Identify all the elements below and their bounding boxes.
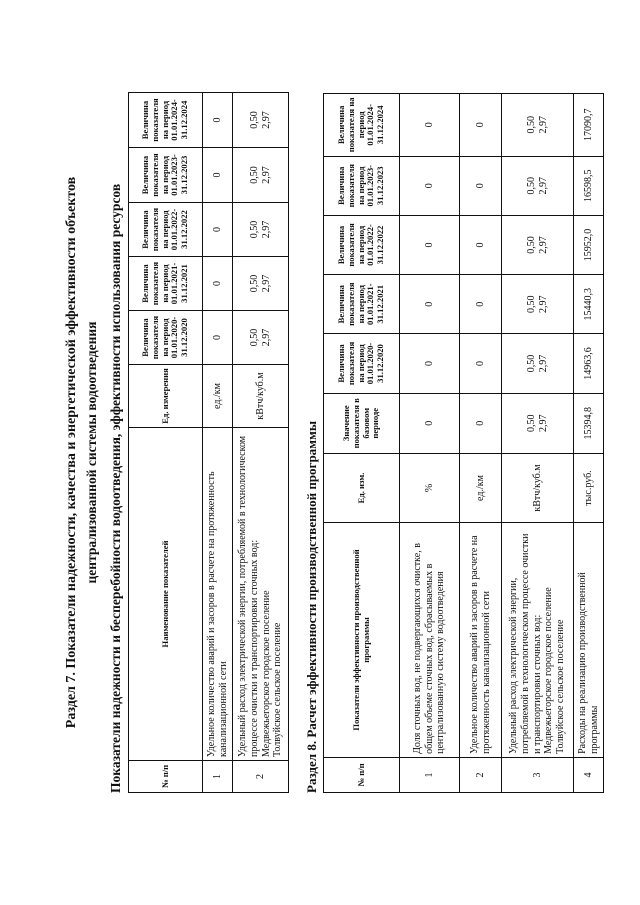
header-period-2022: Величина показателя на период 01.01.2022-31.12.2022 [129, 203, 203, 257]
cell-num: 2 [233, 761, 289, 793]
cell-value: 16598,5 [574, 156, 604, 215]
value-b: 2,97 [537, 414, 549, 433]
cell-base: 15394,8 [574, 393, 604, 453]
table-row [502, 94, 574, 793]
header-name: Показатели эффективности производственной программы [324, 523, 400, 758]
name-sub-tolvuya: Толвуйское сельское поселение [555, 619, 567, 754]
value-b: 2,97 [537, 116, 549, 134]
name-main: Удельный расход электрической энергии, потребляемой в технологическом процессе очистки и транспортировки сточных вод: [236, 435, 260, 757]
header-unit: Ед. измерения [129, 365, 203, 428]
table1-heading: Показатели надежности и бесперебойности водоотведения, эффективности использования ресурсов [108, 183, 123, 793]
header-period-2020: Величина показателя на период 01.01.2020-31.12.2020 [324, 334, 400, 393]
reliability-table [128, 92, 289, 793]
cell-value: 0 [400, 275, 460, 334]
cell-value [233, 148, 289, 203]
value-b: 2,97 [260, 166, 272, 184]
value-b: 2,97 [260, 328, 272, 347]
table-row [574, 94, 604, 793]
table-row [460, 94, 502, 793]
cell-name: Расходы на реализацию производственной программы [574, 523, 604, 758]
name-main: Удельный расход электрической энергии, потребляемой в технологическом процессе очистки и транспортировки сточных вод: [508, 533, 543, 754]
cell-value [233, 203, 289, 257]
cell-value: 0 [460, 156, 502, 215]
value-a: 0,50 [248, 274, 260, 293]
cell-value [502, 275, 574, 334]
cell-num: 4 [574, 757, 604, 792]
header-period-2024: Величина показателя на период 01.01.2024-31.12.2024 [129, 93, 203, 148]
value-b: 2,97 [537, 236, 549, 254]
cell-value [502, 156, 574, 215]
cell-num: 1 [400, 757, 460, 792]
header-period-2020: Величина показателя на период 01.01.2020-31.12.2020 [129, 311, 203, 365]
header-name: Наименование показателей [129, 428, 203, 761]
cell-name: Удельное количество аварий и засоров в расчете на протяженность канализационной сети [203, 428, 233, 761]
cell-value [502, 215, 574, 274]
value-b: 2,97 [537, 354, 549, 373]
value-b: 2,97 [537, 295, 549, 313]
table-header-row [129, 93, 203, 793]
cell-base: 0 [460, 393, 502, 453]
cell-value: 0 [460, 215, 502, 274]
value-a: 0,50 [525, 414, 537, 433]
cell-num: 2 [460, 757, 502, 792]
name-sub-medvezhyegorsk: Медвежьегорское городское поселение [260, 590, 272, 757]
cell-value: 0 [400, 215, 460, 274]
cell-name: Удельное количество аварий и засоров в расчете на протяженность канализационной сети [460, 523, 502, 758]
value-a: 0,50 [248, 166, 260, 184]
cell-value: 15440,3 [574, 275, 604, 334]
table-row [400, 94, 460, 793]
value-b: 2,97 [537, 176, 549, 195]
header-period-2024: Величина показателя на период 01.01.2024-31.12.2024 [324, 94, 400, 157]
cell-value: 15952,0 [574, 215, 604, 274]
cell-unit: ед./км [460, 453, 502, 522]
cell-value: 0 [203, 311, 233, 365]
header-period-2023: Величина показателя на период 01.01.2023-31.12.2023 [324, 156, 400, 215]
cell-name [502, 523, 574, 758]
cell-name [233, 428, 289, 761]
section8-title: Раздел 8. Расчет эффективности производственной программы [304, 420, 319, 793]
header-period-2021: Величина показателя на период 01.01.2021-31.12.2021 [129, 257, 203, 311]
cell-value: 0 [400, 334, 460, 393]
cell-value: 17090,7 [574, 94, 604, 157]
value-b: 2,97 [260, 274, 272, 293]
cell-value: 0 [203, 203, 233, 257]
section7-title: Раздел 7. Показатели надежности, качества и энергетической эффективности объектов [64, 176, 79, 729]
value-a: 0,50 [248, 328, 260, 347]
header-num: № п/п [129, 761, 203, 793]
cell-value [233, 93, 289, 148]
value-b: 2,97 [260, 111, 272, 129]
value-a: 0,50 [525, 354, 537, 373]
cell-value: 0 [460, 94, 502, 157]
cell-value [502, 334, 574, 393]
value-a: 0,50 [248, 220, 260, 239]
cell-value [502, 94, 574, 157]
cell-value: 0 [460, 334, 502, 393]
name-sub-medvezhyegorsk: Медвежьегорское городское поселение [543, 587, 555, 754]
cell-unit: % [400, 453, 460, 522]
name-sub-tolvuya: Толвуйское сельское поселение [272, 622, 284, 757]
value-a: 0,50 [525, 116, 537, 134]
cell-unit: кВтч/куб.м [502, 453, 574, 522]
header-period-2021: Величина показателя на период 01.01.2021-31.12.2021 [324, 275, 400, 334]
cell-value: 0 [400, 156, 460, 215]
value-a: 0,50 [525, 176, 537, 195]
header-unit: Ед. изм. [324, 453, 400, 522]
cell-base: 0 [400, 393, 460, 453]
cell-value: 0 [203, 93, 233, 148]
cell-value: 0 [400, 94, 460, 157]
value-a: 0,50 [525, 295, 537, 313]
header-base: Значение показателя в базовом периоде [324, 393, 400, 453]
cell-base [502, 393, 574, 453]
efficiency-table [323, 93, 604, 793]
cell-name: Доля сточных вод, не подвергающихся очистке, в общем объеме сточных вод, сбрасываемых в централизованную систему водоотведения [400, 523, 460, 758]
table-header-row [324, 94, 400, 793]
cell-num: 1 [203, 761, 233, 793]
cell-value: 0 [460, 275, 502, 334]
cell-value: 0 [203, 257, 233, 311]
value-a: 0,50 [525, 236, 537, 254]
cell-value [233, 257, 289, 311]
cell-unit: тыс.руб. [574, 453, 604, 522]
table-row [203, 93, 233, 793]
value-b: 2,97 [260, 220, 272, 239]
cell-unit: ед./км [203, 365, 233, 428]
header-num: № п/п [324, 757, 400, 792]
table-row [233, 93, 289, 793]
cell-num: 3 [502, 757, 574, 792]
cell-value [233, 311, 289, 365]
value-a: 0,50 [248, 111, 260, 129]
header-period-2023: Величина показателя на период 01.01.2023-31.12.2023 [129, 148, 203, 203]
section7-subtitle: централизованной системы водоотведения [84, 321, 99, 584]
header-period-2022: Величина показателя на период 01.01.2022-31.12.2022 [324, 215, 400, 274]
cell-value: 14963,6 [574, 334, 604, 393]
cell-unit: кВтч/куб.м [233, 365, 289, 428]
cell-value: 0 [203, 148, 233, 203]
